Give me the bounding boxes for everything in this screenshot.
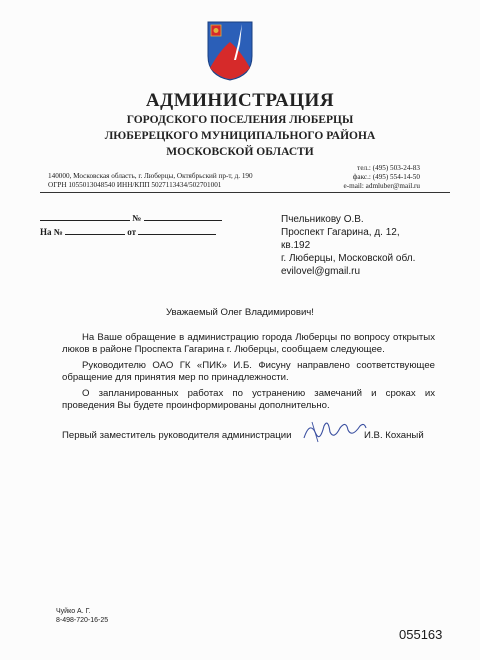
addressee-block [281, 213, 451, 278]
incoming-number-label: На № [40, 227, 63, 237]
outgoing-date-blank [40, 212, 130, 221]
header-divider [40, 192, 450, 193]
signature-block [62, 430, 447, 441]
org-address: 140000, Московская область, г. Люберцы, Октябрьский пр-т, д. 190 [48, 172, 253, 180]
org-requisites [48, 172, 253, 190]
signer-title: Первый заместитель руководителя администрации [62, 430, 292, 441]
incoming-reference-line [40, 226, 216, 237]
incoming-number-blank [65, 226, 125, 235]
coat-of-arms-emblem [206, 20, 254, 82]
org-fax: факс.: (495) 554-14-50 [352, 173, 420, 181]
outgoing-number-label: № [132, 213, 142, 223]
letter-body [62, 332, 435, 416]
signer-name: И.В. Коханый [364, 430, 424, 441]
incoming-date-blank [138, 226, 216, 235]
org-subtitle-line-1: ГОРОДСКОГО ПОСЕЛЕНИЯ ЛЮБЕРЦЫ [126, 114, 354, 126]
org-email: e-mail: admluber@mail.ru [343, 182, 420, 190]
org-subtitle-line-2: ЛЮБЕРЕЦКОГО МУНИЦИПАЛЬНОГО РАЙОНА [104, 130, 376, 142]
addressee-apartment: кв.192 [281, 240, 311, 251]
handwritten-signature [300, 416, 370, 446]
addressee-street: Проспект Гагарина, д. 12, [281, 227, 400, 238]
executor-name: Чуйко А. Г. [56, 608, 91, 615]
org-contacts [344, 164, 420, 191]
org-ogrn: ОГРН 1055013048540 ИНН/КПП 5027113434/502701001 [48, 181, 222, 189]
addressee-city: г. Люберцы, Московской обл. [281, 253, 416, 264]
letter-paragraph: Руководителю ОАО ГК «ПИК» И.Б. Фисуну направлено соответствующее обращение для принятия мер по принадлежности. [62, 360, 435, 383]
serial-number: 055163 [399, 627, 443, 642]
executor-phone: 8-498-720-16-25 [56, 617, 109, 624]
outgoing-number-blank [144, 212, 222, 221]
incoming-date-label: от [127, 227, 137, 237]
letter-paragraph: О запланированных работах по устранению замечаний и сроках их проведения Вы будете проинформированы дополнительно. [62, 388, 435, 411]
outgoing-number-line [40, 212, 222, 223]
addressee-email: evilovel@gmail.ru [281, 266, 361, 277]
addressee-name: Пчельникову О.В. [281, 214, 364, 225]
executor-info [56, 607, 108, 625]
letter-greeting: Уважаемый Олег Владимирович! [166, 307, 314, 318]
org-subtitle-line-3: МОСКОВСКОЙ ОБЛАСТИ [166, 146, 314, 158]
org-title: АДМИНИСТРАЦИЯ [145, 90, 335, 111]
letter-paragraph: На Ваше обращение в администрацию города Люберцы по вопросу открытых люков в районе Проспекта Гагарина г. Люберцы, сообщаем следующее. [62, 332, 435, 355]
org-phone: тел.: (495) 503-24-83 [357, 164, 420, 172]
